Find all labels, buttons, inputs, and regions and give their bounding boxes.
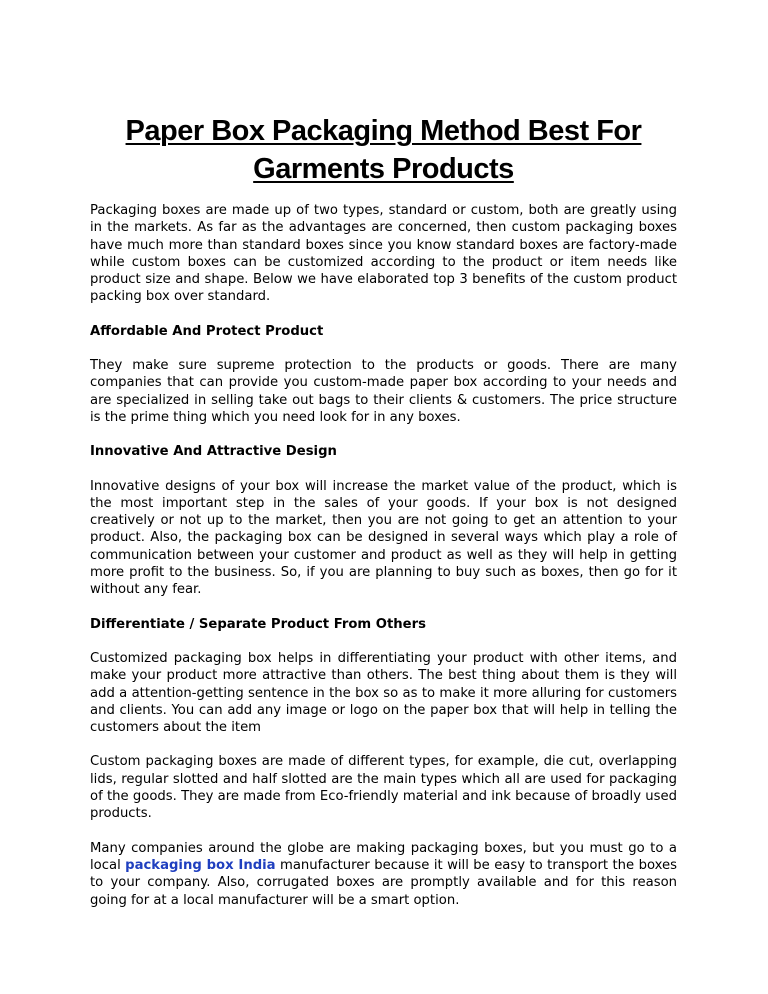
section-heading-innovative: Innovative And Attractive Design — [90, 444, 337, 460]
section-body-affordable: They make sure supreme protection to the products or goods. There are many companies that can provide you custom-made paper box according to your needs and are specialized in selling take out bags to their clients & customers. The price structure is the prime thing which you need look for in any boxes. — [90, 358, 677, 425]
section-body-differentiate-1: Customized packaging box helps in differentiating your product with other items, and make your product more attractive than others. The best thing about them is they will add a attention-getting sentence in the box so as to make it more alluring for customers and clients. You can add any image or logo on the paper box that will help in telling the customers about the item — [90, 650, 677, 736]
document-title: Paper Box Packaging Method Best For Garments Products — [125, 115, 642, 185]
section-body-innovative: Innovative designs of your box will increase the market value of the product, which is the most important step in the sales of your goods. If your box is not designed creatively or not up to the market, then you are not going to get an attention to your product. Also, the packaging box can be designed in several ways which play a role of communication between your customer and product as well as they will help in getting more profit to the business. So, if you are planning to buy such as boxes, then go for it without any fear. — [90, 478, 677, 598]
section-body-differentiate-2: Custom packaging boxes are made of different types, for example, die cut, overlapping lids, regular slotted and half slotted are the main types which all are used for packaging of the goods. They are made from Eco-friendly material and ink because of broadly used products. — [90, 754, 677, 822]
document-page — [90, 112, 677, 926]
packaging-box-india-link[interactable]: packaging box India — [125, 857, 276, 873]
body3-text-after: manufacturer because it will be easy to transport the boxes to your company. Also, corrugated boxes are promptly available and for this reason going for at a local manufacturer will be a smart option. — [90, 857, 677, 908]
section-body-differentiate-3 — [90, 840, 677, 909]
section-heading-differentiate: Differentiate / Separate Product From Others — [90, 616, 426, 632]
body3-text-before: Many companies around the globe are making packaging boxes, but you must go to a local — [90, 840, 677, 873]
section-heading-affordable: Affordable And Protect Product — [90, 323, 324, 339]
intro-paragraph: Packaging boxes are made up of two types, standard or custom, both are greatly using in the markets. As far as the advantages are concerned, then custom packaging boxes have much more than standard boxes since you know standard boxes are factory-made while custom boxes can be customized according to the product or item needs like product size and shape. Below we have elaborated top 3 benefits of the custom product packing box over standard. — [90, 203, 677, 305]
